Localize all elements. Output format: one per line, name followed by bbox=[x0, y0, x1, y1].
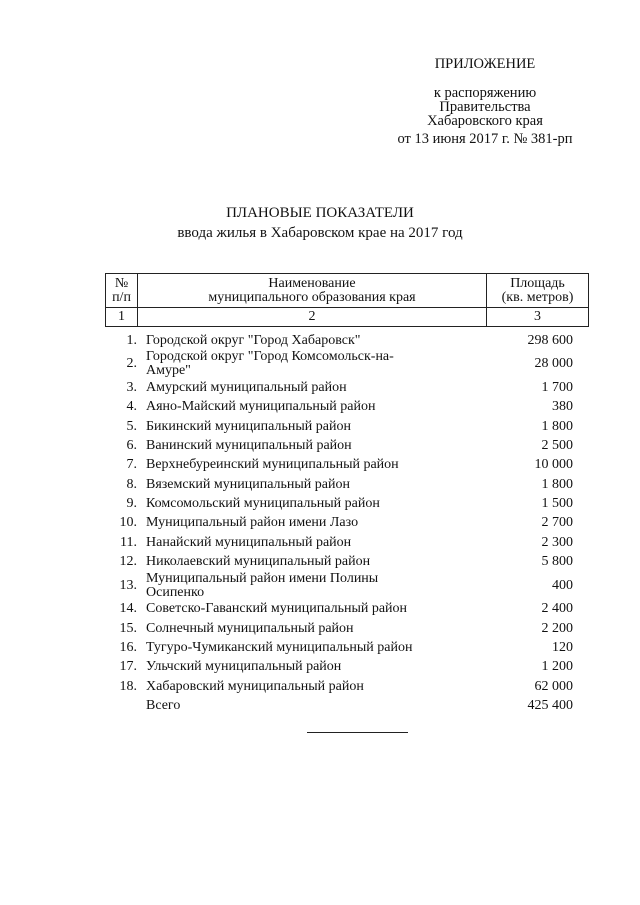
header-index-1: 1 bbox=[106, 308, 138, 327]
header-name-cell bbox=[138, 274, 487, 308]
row-area: 1 800 bbox=[541, 476, 573, 492]
row-area: 2 300 bbox=[541, 534, 573, 550]
row-name: Ванинский муниципальный район bbox=[146, 438, 352, 454]
header-number-cell bbox=[106, 274, 138, 308]
row-name: Ульчский муниципальный район bbox=[146, 659, 342, 675]
row-area: 1 700 bbox=[541, 380, 573, 396]
row-area: 380 bbox=[552, 399, 573, 415]
appendix-line-1: к распоряжению bbox=[433, 85, 537, 101]
table-row bbox=[105, 572, 589, 600]
row-number bbox=[105, 697, 146, 716]
row-number: 15. bbox=[119, 620, 137, 636]
row-number: 5. bbox=[126, 418, 137, 434]
row-number: 10. bbox=[119, 515, 137, 531]
row-area: 10 000 bbox=[534, 457, 573, 473]
appendix-line-3: Хабаровского края bbox=[427, 113, 543, 129]
row-area: 62 000 bbox=[534, 678, 573, 694]
row-name: Тугуро-Чумиканский муниципальный район bbox=[146, 640, 413, 656]
table-row bbox=[105, 658, 589, 677]
table-row bbox=[105, 494, 589, 513]
row-area: 2 700 bbox=[541, 515, 573, 531]
table-row bbox=[105, 552, 589, 571]
row-area: 28 000 bbox=[534, 356, 573, 372]
header-area-cell bbox=[487, 274, 589, 308]
row-name: Аяно-Майский муниципальный район bbox=[146, 399, 376, 415]
row-area: 298 600 bbox=[527, 332, 573, 348]
row-area: 1 500 bbox=[541, 496, 573, 512]
row-name: Муниципальный район имени Лазо bbox=[146, 515, 359, 531]
row-number: 9. bbox=[126, 496, 137, 512]
table-row bbox=[105, 331, 589, 350]
row-number: 14. bbox=[119, 601, 137, 617]
row-number: 18. bbox=[119, 678, 137, 694]
table-row bbox=[105, 600, 589, 619]
row-name: Вяземский муниципальный район bbox=[146, 476, 350, 492]
row-area: 2 200 bbox=[541, 620, 573, 636]
table-header bbox=[105, 273, 589, 327]
row-area: 5 800 bbox=[541, 554, 573, 570]
table-row bbox=[105, 638, 589, 657]
table-row bbox=[105, 436, 589, 455]
table-row bbox=[105, 619, 589, 638]
row-number: 16. bbox=[119, 640, 137, 656]
row-name: Амурский муниципальный район bbox=[146, 380, 347, 396]
row-name: Советско-Гаванский муниципальный район bbox=[146, 601, 408, 617]
row-area: 120 bbox=[552, 640, 573, 656]
header-name-line1: Наименование bbox=[268, 275, 356, 291]
header-index-2: 2 bbox=[138, 308, 487, 327]
row-number: 7. bbox=[126, 457, 137, 473]
data-table bbox=[105, 331, 589, 716]
table-row bbox=[105, 533, 589, 552]
appendix-date: от 13 июня 2017 г. № 381-рп bbox=[397, 131, 573, 147]
document-heading bbox=[0, 203, 640, 243]
row-number: 13. bbox=[119, 577, 137, 593]
table-row bbox=[105, 417, 589, 436]
heading-subtitle: ввода жилья в Хабаровском крае на 2017 год bbox=[177, 225, 463, 241]
table-row bbox=[105, 398, 589, 417]
header-index-3: 3 bbox=[487, 308, 589, 327]
table-row bbox=[105, 475, 589, 494]
row-name: Солнечный муниципальный район bbox=[146, 620, 354, 636]
table-row bbox=[105, 677, 589, 696]
row-area: 425 400 bbox=[527, 698, 573, 714]
appendix-title: ПРИЛОЖЕНИЕ bbox=[434, 56, 536, 72]
header-name-line2: муниципального образования края bbox=[208, 289, 416, 305]
header-number-line2: п/п bbox=[112, 289, 131, 305]
row-number: 11. bbox=[120, 534, 137, 550]
row-name: Всего bbox=[146, 698, 181, 714]
header-area-line1: Площадь bbox=[510, 275, 565, 291]
row-number: 8. bbox=[126, 476, 137, 492]
row-name: Комсомольский муниципальный район bbox=[146, 496, 380, 512]
appendix-block bbox=[380, 57, 590, 146]
row-number: 17. bbox=[119, 659, 137, 675]
row-number: 12. bbox=[119, 554, 137, 570]
row-number: 2. bbox=[126, 356, 137, 372]
row-area: 2 400 bbox=[541, 601, 573, 617]
row-area: 1 200 bbox=[541, 659, 573, 675]
appendix-line-2: Правительства bbox=[439, 99, 531, 115]
heading-title: ПЛАНОВЫЕ ПОКАЗАТЕЛИ bbox=[226, 205, 414, 221]
row-number: 4. bbox=[126, 399, 137, 415]
row-name: Нанайский муниципальный район bbox=[146, 534, 352, 550]
table-row bbox=[105, 378, 589, 397]
row-number: 6. bbox=[126, 438, 137, 454]
row-name: Городской округ "Город Хабаровск" bbox=[146, 332, 361, 348]
row-number: 1. bbox=[126, 332, 137, 348]
header-area-line2: (кв. метров) bbox=[501, 289, 574, 305]
header-number-line1: № bbox=[114, 275, 129, 291]
row-number: 3. bbox=[126, 380, 137, 396]
row-name: Городской округ "Город Комсомольск-на-Амуре" bbox=[146, 349, 394, 379]
row-area: 2 500 bbox=[541, 438, 573, 454]
row-area: 1 800 bbox=[541, 418, 573, 434]
row-name: Хабаровский муниципальный район bbox=[146, 678, 364, 694]
row-name: Муниципальный район имени Полины Осипенко bbox=[146, 570, 379, 600]
row-name: Верхнебуреинский муниципальный район bbox=[146, 457, 399, 473]
closing-rule bbox=[307, 732, 408, 733]
row-name: Николаевский муниципальный район bbox=[146, 554, 371, 570]
row-name: Бикинский муниципальный район bbox=[146, 418, 351, 434]
row-area: 400 bbox=[552, 577, 573, 593]
table-row bbox=[105, 456, 589, 475]
table-row bbox=[105, 697, 589, 716]
table-row bbox=[105, 514, 589, 533]
table-row bbox=[105, 350, 589, 378]
